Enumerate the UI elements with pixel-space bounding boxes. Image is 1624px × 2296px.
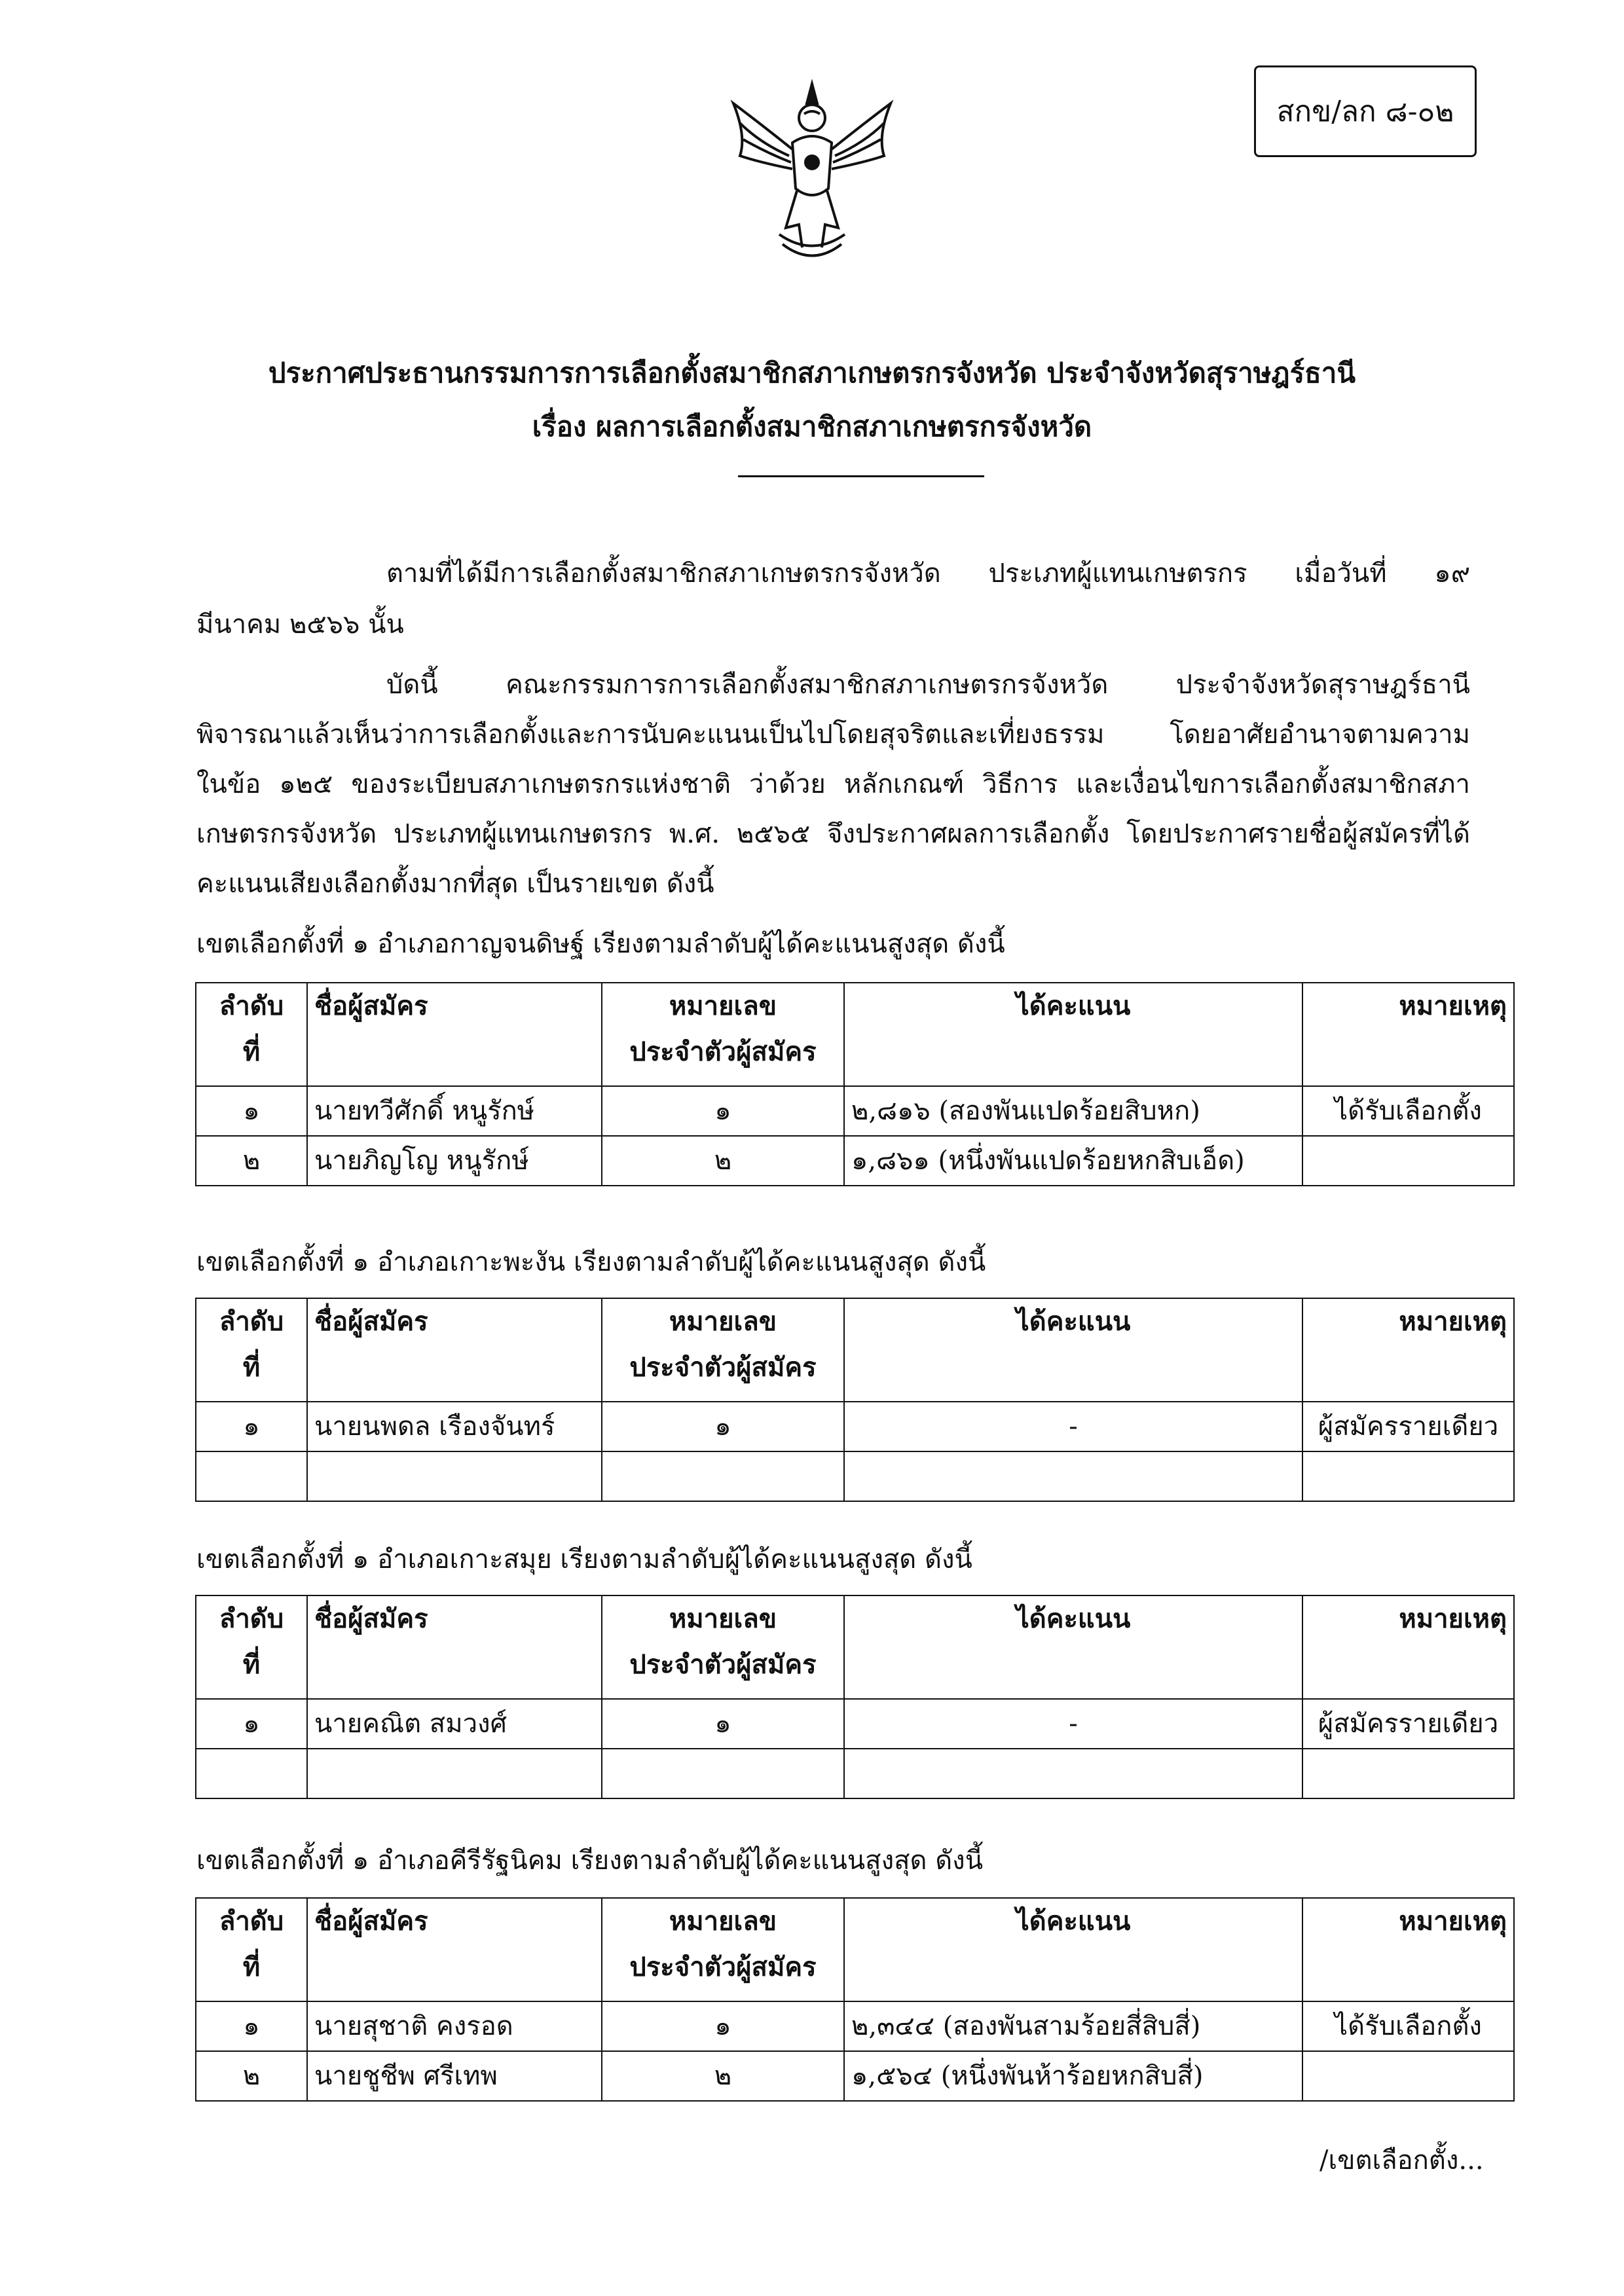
header-order: ลำดับ ที่ xyxy=(196,1898,307,2001)
results-table xyxy=(195,1595,1515,1799)
header-order: ลำดับ ที่ xyxy=(196,1298,307,1402)
title-underline xyxy=(738,475,984,477)
header-name: ชื่อผู้สมัคร xyxy=(307,983,602,1086)
section-heading: เขตเลือกตั้งที่ ๑ อำเภอเกาะพะงัน เรียงตามลำดับผู้ได้คะแนนสูงสุด ดังนี้ xyxy=(196,1247,986,1277)
para2-line1: บัดนี้ คณะกรรมการการเลือกตั้งสมาชิกสภาเกษตรกรจังหวัด ประจำจังหวัดสุราษฎร์ธานี xyxy=(386,670,1470,700)
para2-line4: เกษตรกรจังหวัด ประเภทผู้แทนเกษตรกร พ.ศ. ๒๕๖๕ จึงประกาศผลการเลือกตั้ง โดยประกาศรายชื่อผู้สมัครที่ได้ xyxy=(196,819,1470,849)
header-order: ลำดับ ที่ xyxy=(196,983,307,1086)
table-row xyxy=(196,2001,1514,2051)
cell-remark: ได้รับเลือกตั้ง xyxy=(1302,2001,1514,2051)
header-number: หมายเลข ประจำตัวผู้สมัคร xyxy=(602,1298,844,1402)
results-table xyxy=(195,1298,1515,1502)
header-votes: ได้คะแนน xyxy=(844,1595,1302,1699)
table-row xyxy=(196,1749,1514,1798)
header-name: ชื่อผู้สมัคร xyxy=(307,1298,602,1402)
section-heading: เขตเลือกตั้งที่ ๑ อำเภอเกาะสมุย เรียงตามลำดับผู้ได้คะแนนสูงสุด ดังนี้ xyxy=(196,1544,972,1575)
cell-order xyxy=(196,1451,307,1501)
cell-order: ๑ xyxy=(196,1699,307,1749)
continued-marker: /เขตเลือกตั้ง... xyxy=(1320,2145,1484,2176)
header-remark: หมายเหตุ xyxy=(1302,1595,1514,1699)
cell-votes xyxy=(844,1451,1302,1501)
table-row xyxy=(196,1136,1514,1186)
para2-line5: คะแนนเสียงเลือกตั้งมากที่สุด เป็นรายเขต ดังนี้ xyxy=(196,869,714,899)
cell-name xyxy=(307,1749,602,1798)
cell-order: ๑ xyxy=(196,2001,307,2051)
header-number: หมายเลข ประจำตัวผู้สมัคร xyxy=(602,1898,844,2001)
form-code-box: สกข/ลก ๘-๐๒ xyxy=(1254,65,1477,157)
cell-votes xyxy=(844,1749,1302,1798)
cell-number: ๑ xyxy=(602,1402,844,1451)
header-remark: หมายเหตุ xyxy=(1302,1298,1514,1402)
header-remark: หมายเหตุ xyxy=(1302,1898,1514,2001)
cell-number xyxy=(602,1749,844,1798)
cell-name: นายทวีศักดิ์ หนูรักษ์ xyxy=(307,1086,602,1136)
header-name: ชื่อผู้สมัคร xyxy=(307,1595,602,1699)
cell-remark: ผู้สมัครรายเดียว xyxy=(1302,1699,1514,1749)
section-heading: เขตเลือกตั้งที่ ๑ อำเภอคีรีรัฐนิคม เรียงตามลำดับผู้ได้คะแนนสูงสุด ดังนี้ xyxy=(196,1846,984,1876)
cell-order: ๒ xyxy=(196,2051,307,2101)
cell-name: นายภิญโญ หนูรักษ์ xyxy=(307,1136,602,1186)
cell-remark xyxy=(1302,1451,1514,1501)
cell-number: ๒ xyxy=(602,2051,844,2101)
table-header-row xyxy=(196,983,1514,1086)
header-number: หมายเลข ประจำตัวผู้สมัคร xyxy=(602,1595,844,1699)
section-heading: เขตเลือกตั้งที่ ๑ อำเภอกาญจนดิษฐ์ เรียงตามลำดับผู้ได้คะแนนสูงสุด ดังนี้ xyxy=(196,929,1005,959)
results-table xyxy=(195,1897,1515,2102)
header-number: หมายเลข ประจำตัวผู้สมัคร xyxy=(602,983,844,1086)
table-header-row xyxy=(196,1898,1514,2001)
cell-votes: ๑,๘๖๑ (หนึ่งพันแปดร้อยหกสิบเอ็ด) xyxy=(844,1136,1302,1186)
garuda-emblem xyxy=(720,77,904,267)
header-name: ชื่อผู้สมัคร xyxy=(307,1898,602,2001)
results-table xyxy=(195,982,1515,1186)
cell-name: นายชูชีพ ศรีเทพ xyxy=(307,2051,602,2101)
header-votes: ได้คะแนน xyxy=(844,1298,1302,1402)
cell-name: นายนพดล เรืองจันทร์ xyxy=(307,1402,602,1451)
table-row xyxy=(196,1402,1514,1451)
cell-order xyxy=(196,1749,307,1798)
cell-votes: ๒,๓๔๔ (สองพันสามร้อยสี่สิบสี่) xyxy=(844,2001,1302,2051)
para1-line2: มีนาคม ๒๕๖๖ นั้น xyxy=(196,610,404,640)
cell-remark: ได้รับเลือกตั้ง xyxy=(1302,1086,1514,1136)
cell-order: ๑ xyxy=(196,1402,307,1451)
cell-name: นายคณิต สมวงศ์ xyxy=(307,1699,602,1749)
cell-number xyxy=(602,1451,844,1501)
header-order: ลำดับ ที่ xyxy=(196,1595,307,1699)
table-header-row xyxy=(196,1298,1514,1402)
cell-name xyxy=(307,1451,602,1501)
table-row xyxy=(196,1086,1514,1136)
cell-remark: ผู้สมัครรายเดียว xyxy=(1302,1402,1514,1451)
cell-remark xyxy=(1302,1136,1514,1186)
cell-order: ๒ xyxy=(196,1136,307,1186)
header-votes: ได้คะแนน xyxy=(844,1898,1302,2001)
cell-number: ๑ xyxy=(602,2001,844,2051)
cell-number: ๒ xyxy=(602,1136,844,1186)
cell-votes: ๒,๘๑๖ (สองพันแปดร้อยสิบหก) xyxy=(844,1086,1302,1136)
table-header-row xyxy=(196,1595,1514,1699)
cell-number: ๑ xyxy=(602,1086,844,1136)
cell-remark xyxy=(1302,1749,1514,1798)
cell-number: ๑ xyxy=(602,1699,844,1749)
para2-line2: พิจารณาแล้วเห็นว่าการเลือกตั้งและการนับคะแนนเป็นไปโดยสุจริตและเที่ยงธรรม โดยอาศัยอำนาจตามความ xyxy=(196,720,1470,750)
cell-order: ๑ xyxy=(196,1086,307,1136)
table-row xyxy=(196,2051,1514,2101)
para1-line1: ตามที่ได้มีการเลือกตั้งสมาชิกสภาเกษตรกรจังหวัด ประเภทผู้แทนเกษตรกร เมื่อวันที่ ๑๙ xyxy=(386,558,1470,589)
header-remark: หมายเหตุ xyxy=(1302,983,1514,1086)
cell-votes: - xyxy=(844,1402,1302,1451)
cell-remark xyxy=(1302,2051,1514,2101)
announcement-subject: เรื่อง ผลการเลือกตั้งสมาชิกสภาเกษตรกรจังหวัด xyxy=(532,410,1092,443)
header-votes: ได้คะแนน xyxy=(844,983,1302,1086)
table-row xyxy=(196,1451,1514,1501)
table-row xyxy=(196,1699,1514,1749)
para2-line3: ในข้อ ๑๒๕ ของระเบียบสภาเกษตรกรแห่งชาติ ว่าด้วย หลักเกณฑ์ วิธีการ และเงื่อนไขการเลือกตั้งสมาชิกสภา xyxy=(196,769,1470,799)
cell-votes: - xyxy=(844,1699,1302,1749)
cell-name: นายสุชาติ คงรอด xyxy=(307,2001,602,2051)
cell-votes: ๑,๕๖๔ (หนึ่งพันห้าร้อยหกสิบสี่) xyxy=(844,2051,1302,2101)
announcement-title: ประกาศประธานกรรมการการเลือกตั้งสมาชิกสภาเกษตรกรจังหวัด ประจำจังหวัดสุราษฎร์ธานี xyxy=(268,357,1356,389)
